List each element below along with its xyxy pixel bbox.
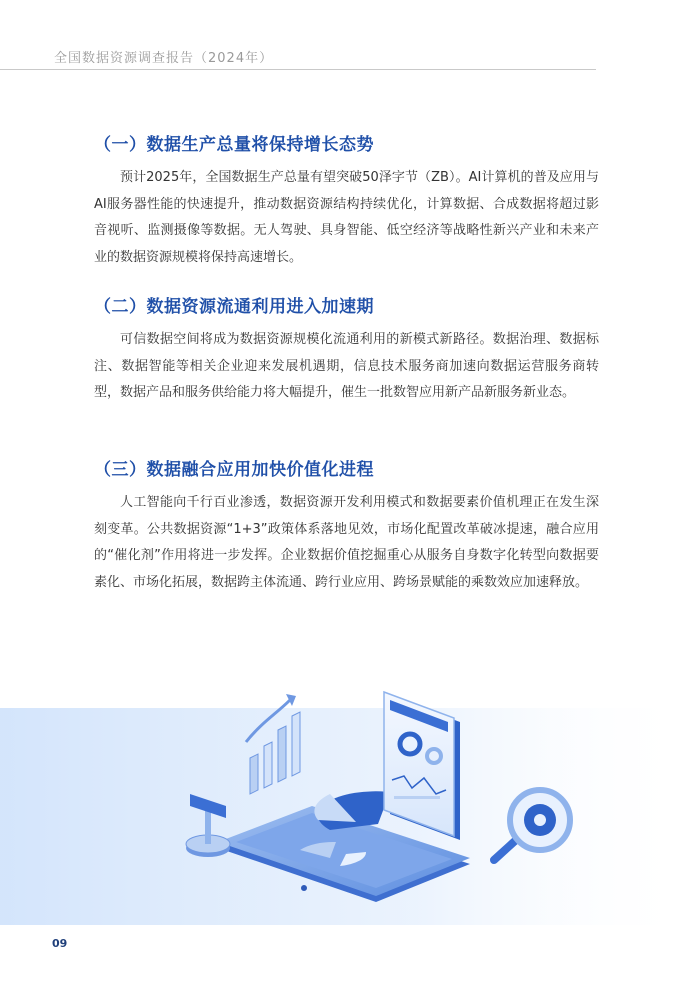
header-divider bbox=[0, 69, 596, 70]
section-paragraph: 人工智能向千行百业渗透，数据资源开发利用模式和数据要素价值机理正在发生深刻变革。公共数据资源“1+3”政策体系落地见效，市场化配置改革破冰提速，融合应用的“催化剂”作用将进一步发挥。企业数据价值挖掘重心从服务自身数字化转型向数据要素化、市场化拓展，数据跨主体流通、跨行业应用、跨场景赋能的乘数效应加速释放。 bbox=[94, 495, 599, 590]
page-header bbox=[0, 0, 693, 70]
section-3 bbox=[94, 455, 599, 596]
section-1 bbox=[94, 130, 599, 271]
section-paragraph: 可信数据空间将成为数据资源规模化流通利用的新模式新路径。数据治理、数据标注、数据智能等相关企业迎来发展机遇期，信息技术服务商加速向数据运营服务商转型，数据产品和服务供给能力将大幅提升，催生一批数智应用新产品新服务新业态。 bbox=[94, 332, 599, 400]
data-analytics-illustration bbox=[0, 660, 693, 925]
section-heading: （二）数据资源流通利用进入加速期 bbox=[94, 297, 374, 317]
section-paragraph: 预计2025年，全国数据生产总量有望突破50泽字节（ZB）。AI计算机的普及应用与AI服务器性能的快速提升，推动数据资源结构持续优化，计算数据、合成数据将超过影音视听、监测摄像等数据。无人驾驶、具身智能、低空经济等战略性新兴产业和未来产业的数据资源规模将保持高速增长。 bbox=[94, 170, 599, 265]
report-title: 全国数据资源调查报告（2024年） bbox=[54, 51, 274, 66]
section-heading: （三）数据融合应用加快价值化进程 bbox=[94, 460, 374, 480]
section-2 bbox=[94, 292, 599, 407]
page-number: 09 bbox=[52, 937, 68, 950]
section-heading: （一）数据生产总量将保持增长态势 bbox=[94, 135, 374, 155]
